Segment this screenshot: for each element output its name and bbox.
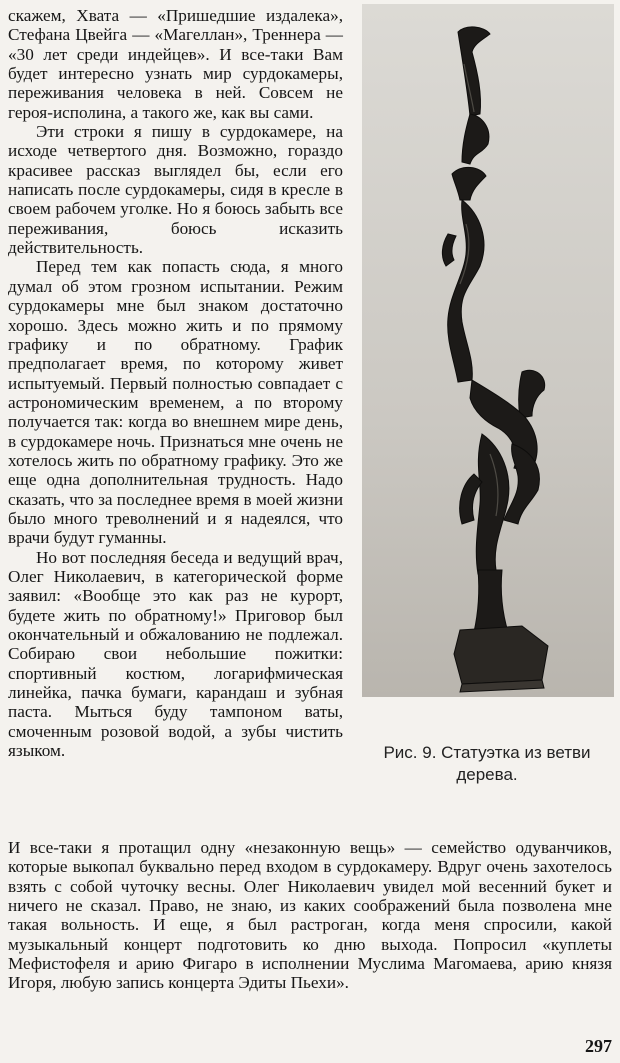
paragraph-4: Но вот последняя беседа и ведущий врач, Олег Николаевич, в категорической форме заявил: «Вообще это как раз не курорт, будете жить по обратному!» Приговор был окончательный и обжалованию не подлежал. Собираю свои небольшие пожитки: спортивный костюм, логарифмическая линейка, пачка бумаги, карандаш и зубная паста. Мыться буду тампоном ваты, смоченным розовой водой, а зубы чистить языком. (8, 547, 343, 761)
left-column-text (8, 6, 343, 760)
paragraph-5: И все-таки я протащил одну «незаконную вещь» — семейство одуванчиков, которые выкопал буквально перед входом в сурдокамеру. Вдруг очень захотелось взять с собой чуточку весны. Олег Николаевич увидел мой весенний букет и ничего не сказал. Право, не знаю, из каких соображений была позволена мне такая вольность. И еще, я был растроган, когда меня спросили, какой музыкальный концерт подготовить ко дню выхода. Попросил «куплеты Мефистофеля и арию Фигаро в исполнении Муслима Магомаева, арию князя Игоря, любую запись концерта Эдиты Пьехи». (8, 838, 612, 993)
paragraph-1: скажем, Хвата — «Пришедшие издалека», Стефана Цвейга — «Магеллан», Треннера — «30 лет среди индейцев». И все-таки Вам будет интересно узнать мир сурдокамеры, переживания человека в ней. Совсем не героя-исполина, а такого же, как вы сами. (8, 6, 343, 122)
statuette-image (362, 4, 614, 697)
full-width-text (8, 838, 612, 993)
figure-caption: Рис. 9. Статуэтка из ветви дерева. (383, 743, 591, 784)
paragraph-2: Эти строки я пишу в сурдокамере, на исходе четвертого дня. Возможно, гораздо красивее рассказ выглядел бы, если его написать после сурдокамеры, сидя в кресле в своем рабочем уголке. Но я боюсь забыть все переживания, боюсь исказить действительность. (8, 122, 343, 258)
paragraph-3: Перед тем как попасть сюда, я много думал об этом грозном испытании. Режим сурдокамеры мне был знаком достаточно хорошо. Здесь можно жить и по прямому графику и по обратному. График предполагает время, по которому живет испытуемый. Первый полностью совпадает с астрономическим временем, а по второму получается так: когда во внешнем мире день, в сурдокамере ночь. Признаться мне очень не хотелось жить по обратному графику. Это же еще одна дополнительная трудность. Надо сказать, что за последнее время в моей жизни было много треволнений и я надеялся, что врачи будут гуманны. (8, 257, 344, 548)
statuette-photo (362, 4, 614, 697)
page-number: 297 (585, 1036, 612, 1056)
